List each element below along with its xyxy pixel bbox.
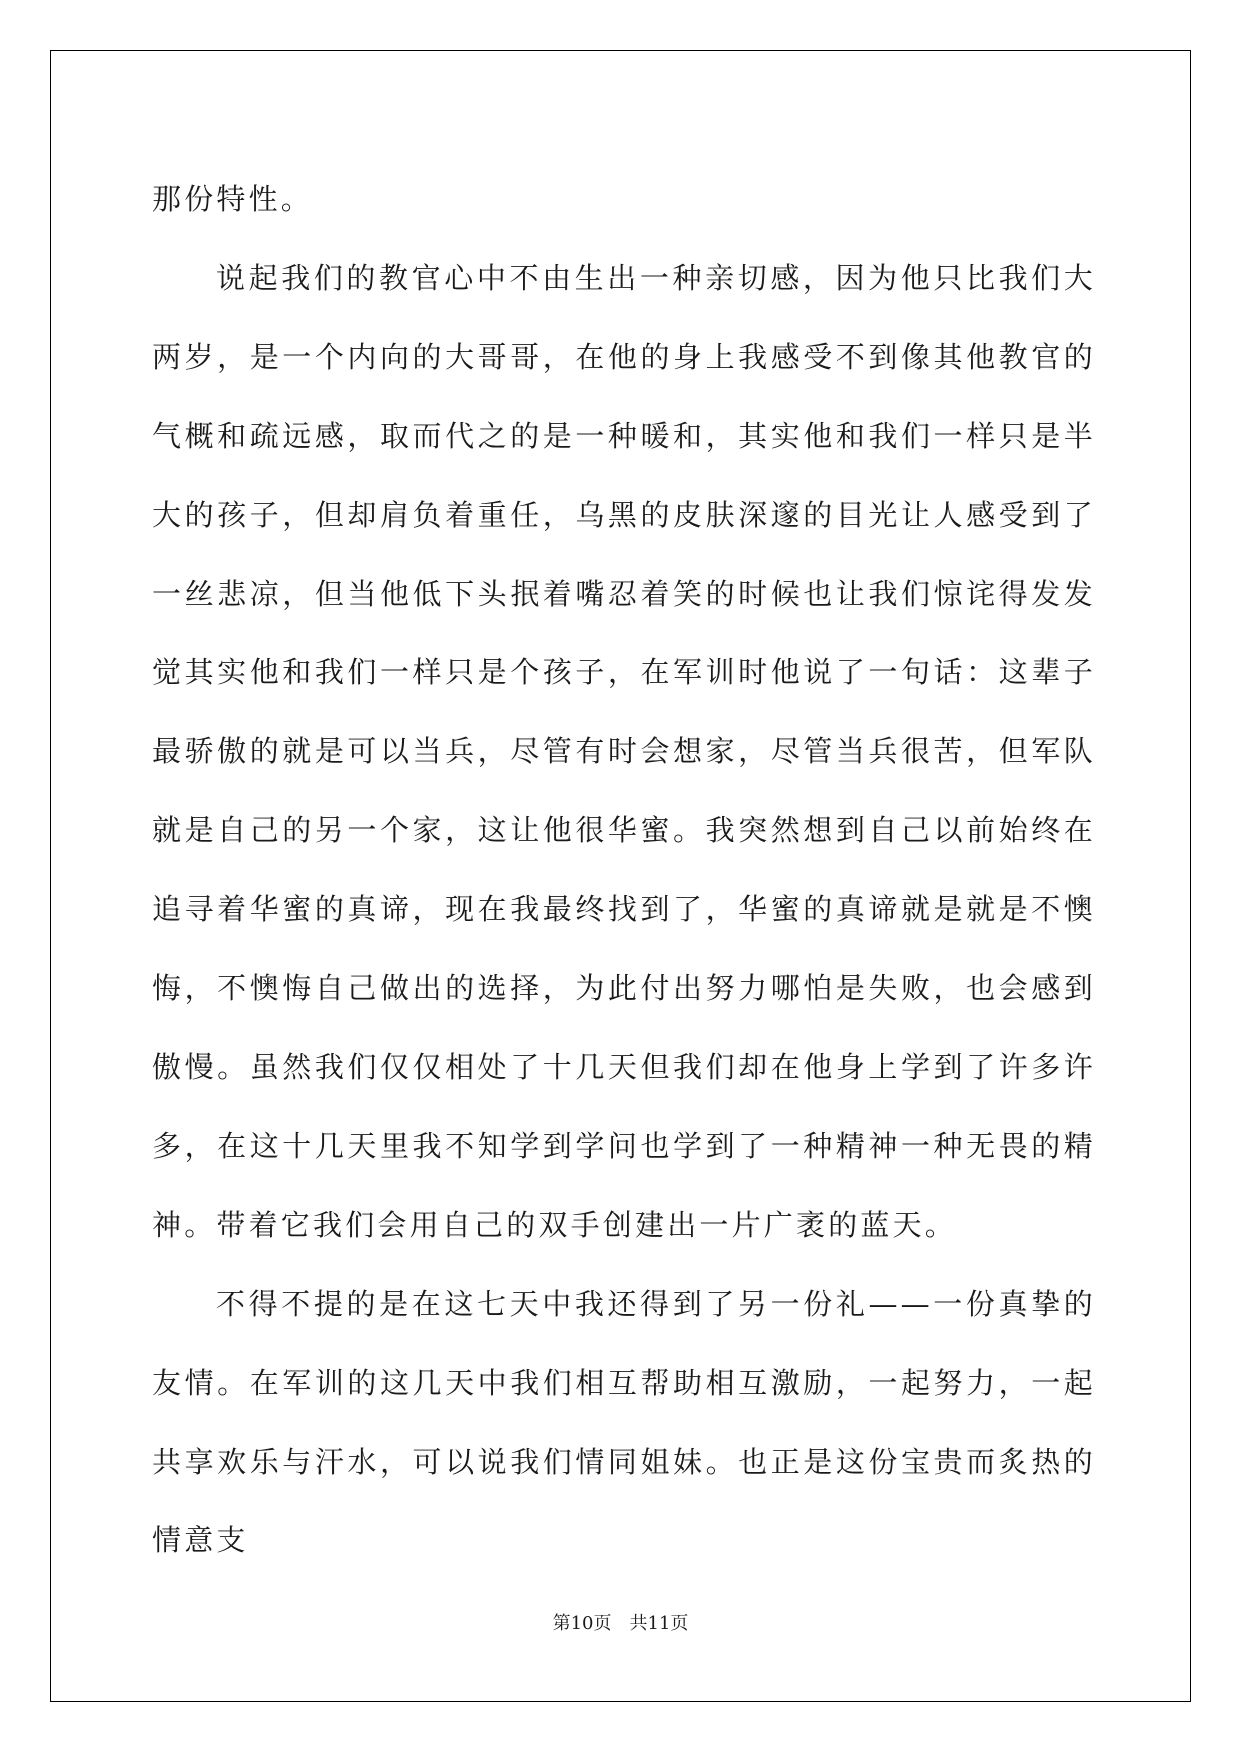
paragraph: 说起我们的教官心中不由生出一种亲切感，因为他只比我们大两岁，是一个内向的大哥哥，在他的身上我感受不到像其他教官的气概和疏远感，取而代之的是一种暖和，其实他和我们一样只是半大的孩子，但却肩负着重任，乌黑的皮肤深邃的目光让人感受到了一丝悲凉，但当他低下头抿着嘴忍着笑的时候也让我们惊诧得发发觉其实他和我们一样只是个孩子，在军训时他说了一句话：这辈子最骄傲的就是可以当兵，尽管有时会想家，尽管当兵很苦，但军队就是自己的另一个家，这让他很华蜜。我突然想到自己以前始终在追寻着华蜜的真谛，现在我最终找到了，华蜜的真谛就是就是不懊悔，不懊悔自己做出的选择，为此付出努力哪怕是失败，也会感到傲慢。虽然我们仅仅相处了十几天但我们却在他身上学到了许多许多，在这十几天里我不知学到学问也学到了一种精神一种无畏的精神。带着它我们会用自己的双手创建出一片广袤的蓝天。 bbox=[152, 260, 1096, 1242]
document-body bbox=[152, 160, 1096, 1580]
page-number: 第10页 bbox=[552, 1613, 612, 1634]
page-footer bbox=[0, 1612, 1241, 1636]
page-total: 共11页 bbox=[629, 1613, 689, 1634]
paragraph: 那份特性。 bbox=[152, 182, 314, 216]
paragraph: 不得不提的是在这七天中我还得到了另一份礼——一份真挚的友情。在军训的这几天中我们相互帮助相互激励，一起努力，一起共享欢乐与汗水，可以说我们情同姐妹。也正是这份宝贵而炙热的情意支 bbox=[152, 1286, 1096, 1558]
